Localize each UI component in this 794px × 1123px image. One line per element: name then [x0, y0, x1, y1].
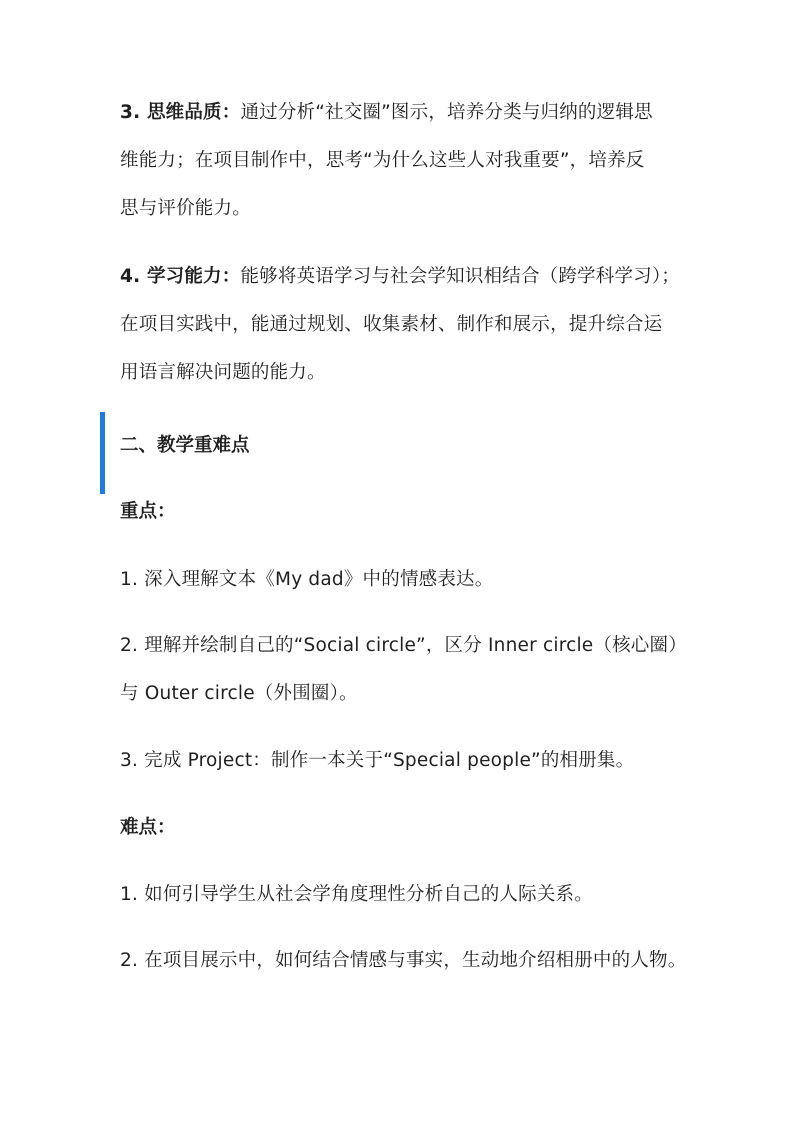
learning-ability-line-2: 在项目实践中，能通过规划、收集素材、制作和展示，提升综合运	[120, 314, 663, 335]
key-point-3: 3. 完成 Project：制作一本关于“Special people”的相册集。	[120, 750, 635, 771]
thinking-quality-label: 3. 思维品质：	[120, 102, 241, 123]
learning-ability-label: 4. 学习能力：	[120, 266, 241, 287]
key-point-2: 2. 理解并绘制自己的“Social circle”，区分 Inner circle（核心圈） 与 Outer circle（外围圈）。	[120, 635, 687, 704]
key-point-1: 1. 深入理解文本《My dad》中的情感表达。	[120, 569, 494, 590]
learning-ability-paragraph	[120, 253, 680, 397]
section-heading: 二、教学重难点	[120, 435, 250, 456]
key-points-label: 重点：	[120, 501, 176, 522]
learning-ability-line-3: 用语言解决问题的能力。	[120, 362, 326, 383]
thinking-quality-paragraph	[120, 89, 680, 233]
difficult-point-2: 2. 在项目展示中，如何结合情感与事实，生动地介绍相册中的人物。	[120, 950, 687, 971]
heading-accent-bar	[100, 412, 105, 494]
thinking-quality-line-3: 思与评价能力。	[120, 198, 251, 219]
learning-ability-line-1: 4. 学习能力：能够将英语学习与社会学知识相结合（跨学科学习）；	[120, 266, 681, 287]
difficult-point-1: 1. 如何引导学生从社会学角度理性分析自己的人际关系。	[120, 884, 593, 905]
thinking-quality-line-1: 3. 思维品质：通过分析“社交圈”图示，培养分类与归纳的逻辑思	[120, 102, 653, 123]
thinking-quality-line-2: 维能力；在项目制作中，思考“为什么这些人对我重要”，培养反	[120, 150, 645, 171]
difficult-points-label: 难点：	[120, 817, 176, 838]
